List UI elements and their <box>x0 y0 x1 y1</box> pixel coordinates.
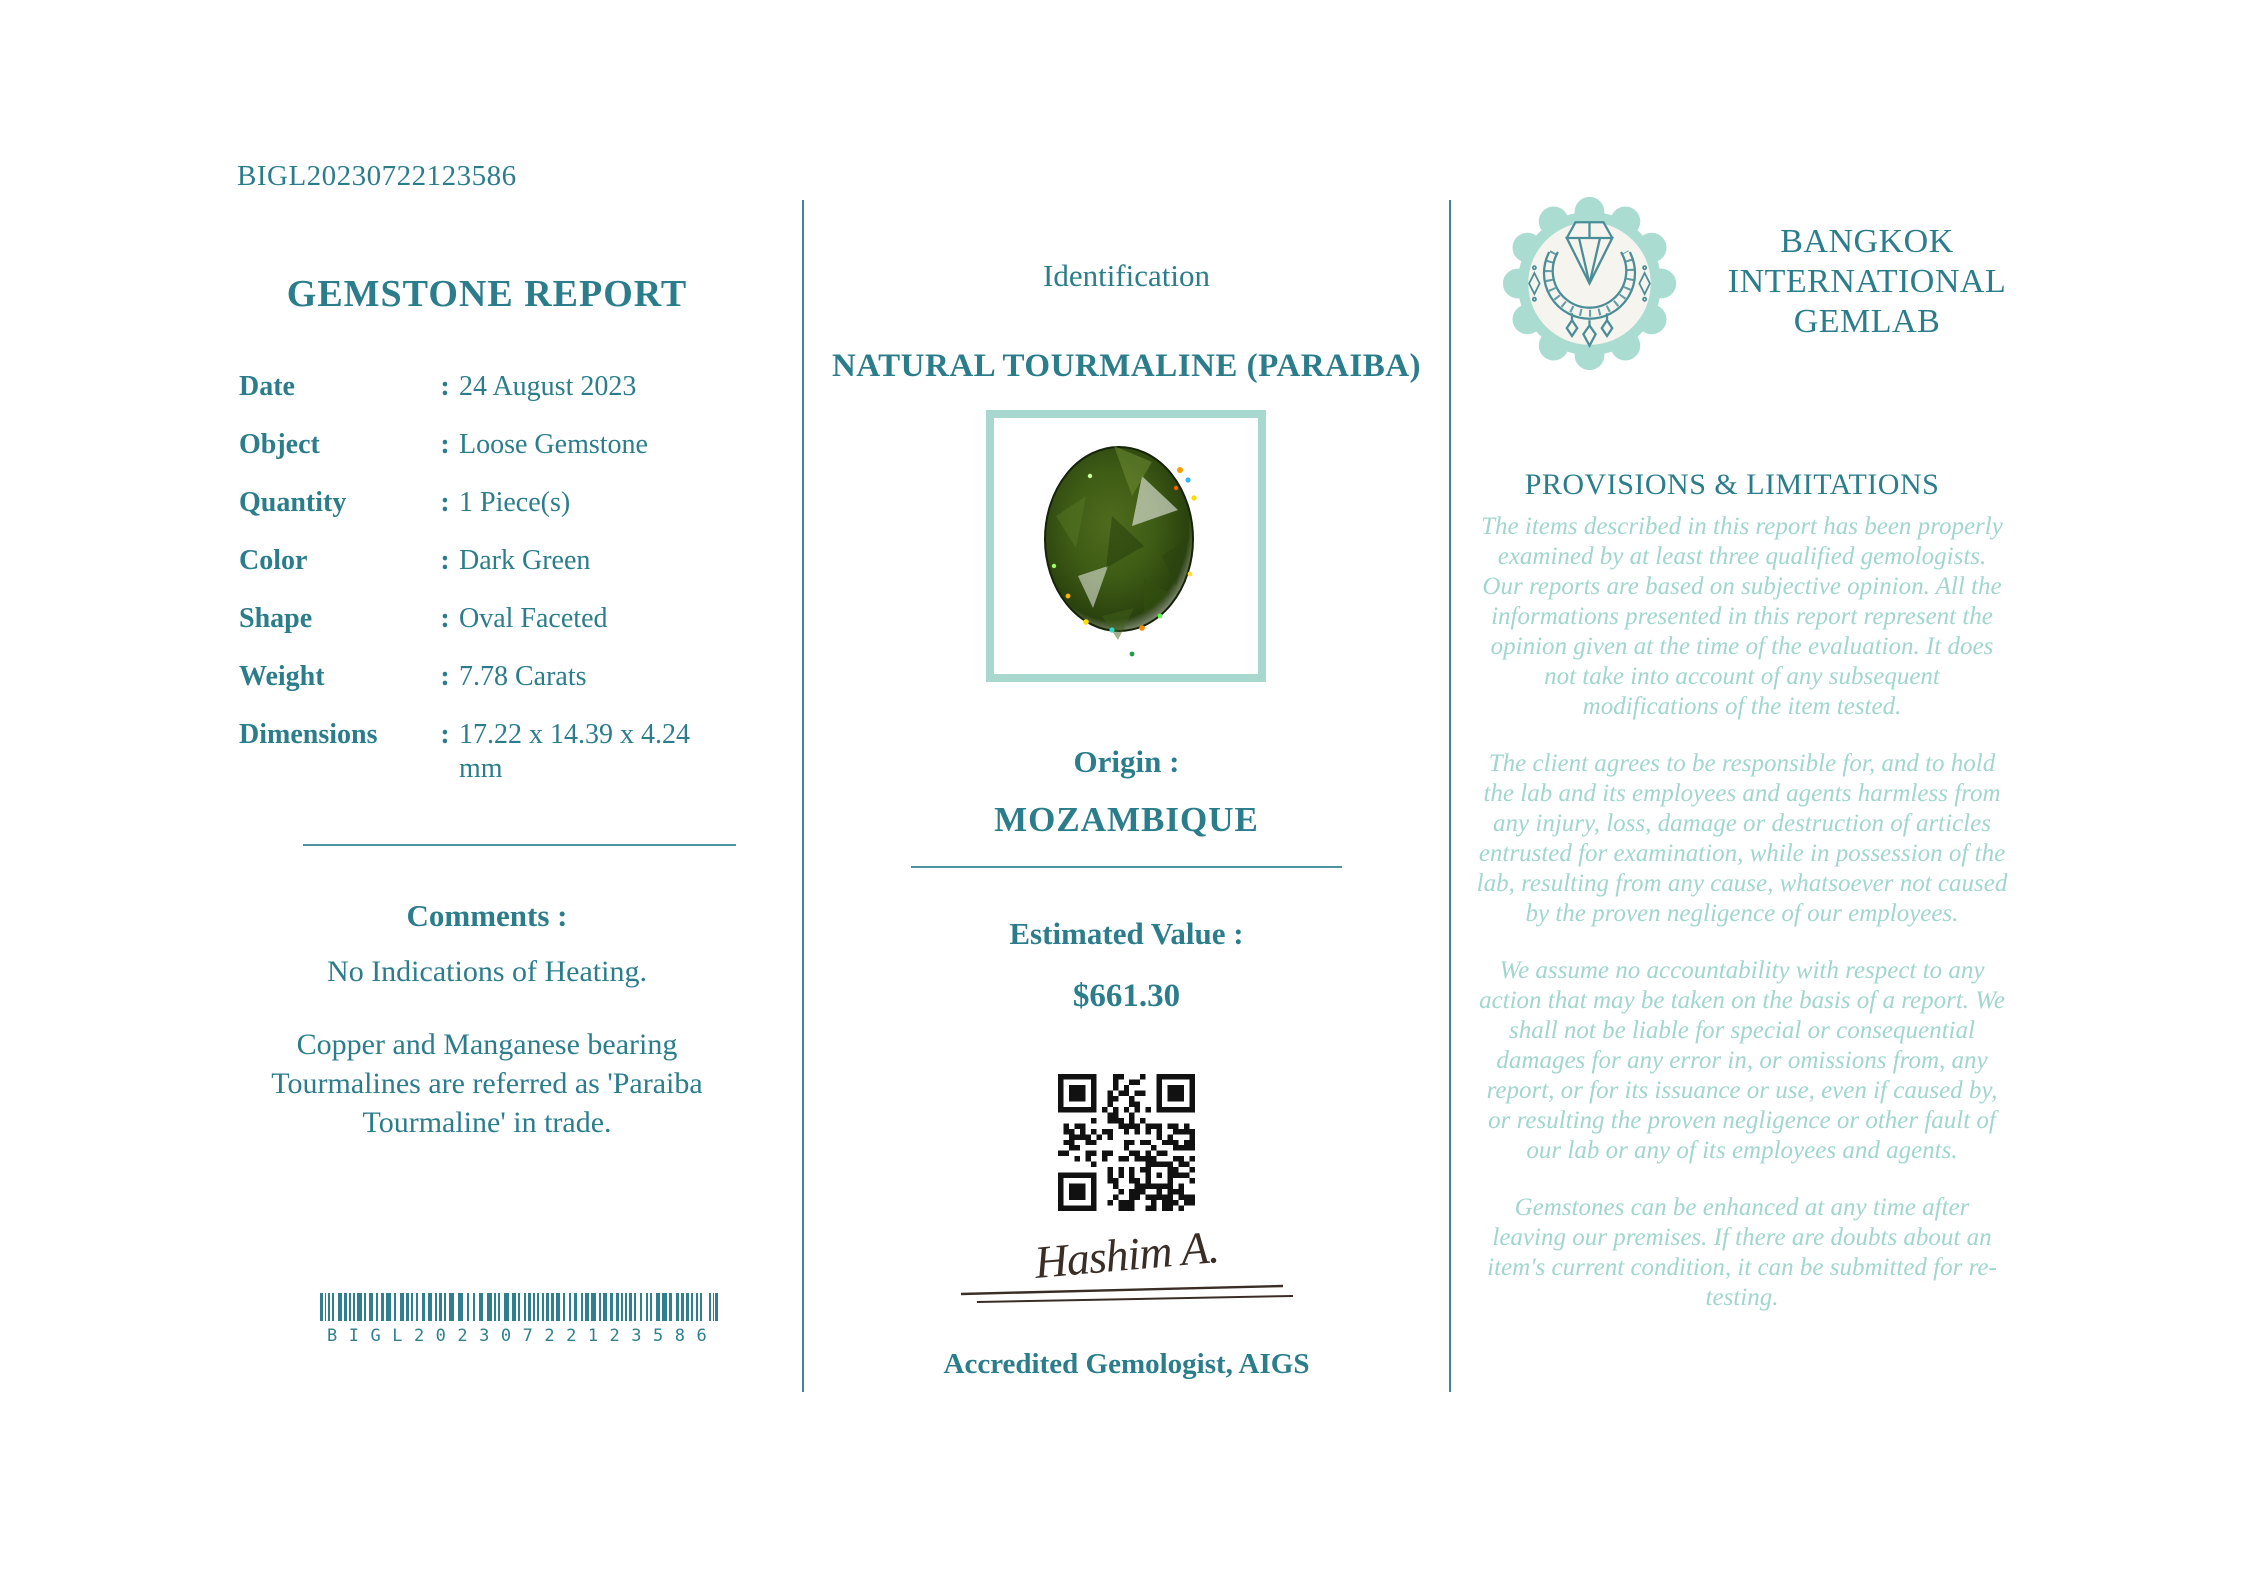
detail-label: Color <box>239 545 308 576</box>
signer-title: Accredited Gemologist, AIGS <box>943 1348 1310 1380</box>
detail-row-weight <box>239 660 739 718</box>
report-title: GEMSTONE REPORT <box>286 273 688 315</box>
gemstone-photo <box>986 410 1266 682</box>
detail-row-dimensions <box>239 718 739 786</box>
column-divider-right <box>1449 200 1451 1392</box>
barcode <box>320 1293 718 1346</box>
detail-colon: : <box>440 429 450 460</box>
provision-paragraph: We assume no accountability with respect to any action that may be taken on the basis of a report. We shall not be liable for special or consequential damages for any error in, or omissions from, any report, or for its issuance or use, even if caused by, or resulting the proven negligence or other fault of our lab or any of its employees and agents. <box>1479 957 2005 1164</box>
provision-paragraph: The items described in this report has been properly examined by at least three qualified gemologists. Our reports are based on subjective opinion. All the informations presented in this report represent the opinion given at the time of the evaluation. It does not take into account of any subsequent modifications of the item tested. <box>1481 513 2003 720</box>
estimated-value: $661.30 <box>1072 978 1181 1014</box>
identification-column <box>813 0 1440 1589</box>
detail-colon: : <box>440 603 450 634</box>
origin-label: Origin : <box>1073 744 1180 779</box>
gemlab-logo <box>1502 196 1677 371</box>
comment-paraiba: Copper and Manganese bearing Tourmalines are referred as 'Paraiba Tourmaline' in trade. <box>271 1028 703 1139</box>
detail-colon: : <box>440 545 450 576</box>
identification-heading: Identification <box>1043 258 1210 293</box>
detail-row-color <box>239 544 739 602</box>
gemologist-signature <box>953 1221 1300 1313</box>
provisions-text <box>1472 512 2012 1340</box>
detail-row-shape <box>239 602 739 660</box>
comments-section <box>237 898 737 1142</box>
provisions-title: PROVISIONS & LIMITATIONS <box>1524 468 1940 501</box>
barcode-bars <box>320 1293 718 1321</box>
detail-row-quantity <box>239 486 739 544</box>
qr-code <box>1058 1074 1195 1211</box>
detail-value: 1 Piece(s) <box>459 487 571 518</box>
detail-colon: : <box>440 719 450 750</box>
origin-value: MOZAMBIQUE <box>994 800 1259 839</box>
detail-row-object <box>239 428 739 486</box>
detail-label: Object <box>239 429 320 460</box>
comment-heating: No Indications of Heating. <box>327 955 647 988</box>
gemstone-name: NATURAL TOURMALINE (PARAIBA) <box>831 348 1422 384</box>
report-summary-column <box>237 0 737 1589</box>
detail-value: Loose Gemstone <box>459 429 648 460</box>
lab-name: BANGKOK INTERNATIONAL GEMLAB <box>1727 223 2007 340</box>
detail-colon: : <box>440 371 450 402</box>
detail-colon: : <box>440 661 450 692</box>
signature-name: Hashim A. <box>1032 1221 1221 1288</box>
separator-line <box>911 866 1342 868</box>
barcode-text: BIGL20230722123586 <box>327 1326 719 1346</box>
detail-row-date <box>239 370 739 428</box>
detail-list <box>239 370 739 786</box>
separator-line <box>303 844 736 846</box>
estimated-value-label: Estimated Value : <box>1009 916 1244 951</box>
provision-paragraph: Gemstones can be enhanced at any time after leaving our premises. If there are doubts about an item's current condition, it can be submitted for re-testing. <box>1487 1194 1997 1311</box>
detail-colon: : <box>440 487 450 518</box>
detail-label: Quantity <box>239 487 347 518</box>
detail-value: Oval Faceted <box>459 603 608 634</box>
comments-title: Comments : <box>406 898 568 933</box>
report-number: BIGL20230722123586 <box>237 160 517 192</box>
detail-label: Weight <box>239 661 325 692</box>
detail-label: Dimensions <box>239 719 378 750</box>
detail-label: Shape <box>239 603 313 634</box>
column-divider-left <box>802 200 804 1392</box>
detail-value: Dark Green <box>459 545 591 576</box>
detail-value: 17.22 x 14.39 x 4.24 mm <box>459 719 690 784</box>
provision-paragraph: The client agrees to be responsible for, and to hold the lab and its employees and agents harmless from any injury, loss, damage or destruction of articles entrusted for examination, while in possession of the lab, resulting from any cause, whatsoever not caused by the proven negligence of our employees. <box>1476 750 2008 927</box>
detail-value: 24 August 2023 <box>459 371 637 402</box>
detail-value: 7.78 Carats <box>459 661 587 692</box>
gemstone-image <box>994 418 1258 674</box>
detail-label: Date <box>239 371 295 402</box>
